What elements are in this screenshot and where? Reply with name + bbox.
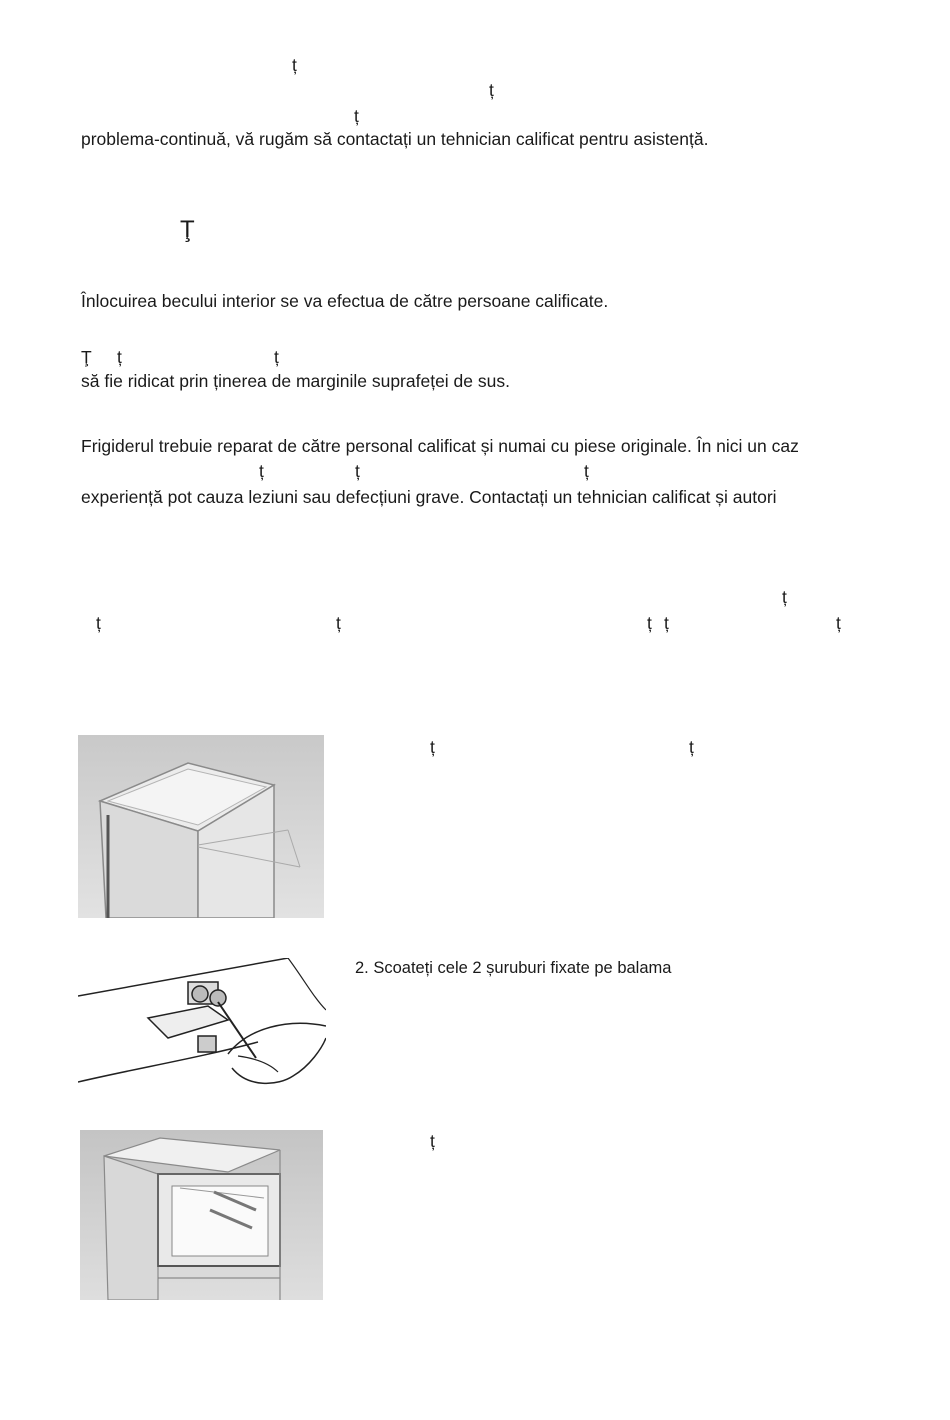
text-fragment: ț (689, 737, 694, 757)
paragraph-repair: Frigiderul trebuie reparat de către personal calificat și numai cu piese originale. În nici un caz (81, 436, 799, 456)
text-fragment: ț (355, 461, 360, 481)
text-fragment: ț (584, 461, 589, 481)
fridge-top-figure (78, 735, 324, 918)
hinge-screws-figure (78, 958, 326, 1092)
text-fragment: ț (782, 587, 787, 607)
text-fragment: ț (647, 613, 652, 633)
text-fragment: Ţ (81, 347, 92, 367)
paragraph-repair-end: experiență pot cauza leziuni sau defecțiuni grave. Contactați un tehnician calificat și autori (81, 487, 777, 507)
text-fragment: ț (489, 80, 494, 100)
paragraph-bulb: Înlocuirea becului interior se va efectua de către persoane calificate. (81, 291, 609, 311)
text-fragment: ț (96, 613, 101, 633)
paragraph-problem: problema-continuă, vă rugăm să contactați un tehnician calificat pentru asistență. (81, 129, 709, 149)
text-fragment: ț (354, 106, 359, 126)
paragraph-lift: să fie ridicat prin ținerea de marginile suprafeței de sus. (81, 371, 510, 391)
text-fragment: ț (259, 461, 264, 481)
text-fragment: ț (836, 613, 841, 633)
text-fragment: ț (292, 55, 297, 75)
text-fragment: ț (117, 347, 122, 367)
step-2-label: 2. Scoateți cele 2 șuruburi fixate pe balama (355, 959, 672, 977)
text-fragment: ț (336, 613, 341, 633)
text-fragment: ț (274, 347, 279, 367)
text-fragment: ț (664, 613, 669, 633)
heading-fragment: Ţ (180, 216, 195, 243)
text-fragment: ț (430, 737, 435, 757)
text-fragment: ț (430, 1131, 435, 1151)
freezer-open-figure (80, 1130, 323, 1300)
